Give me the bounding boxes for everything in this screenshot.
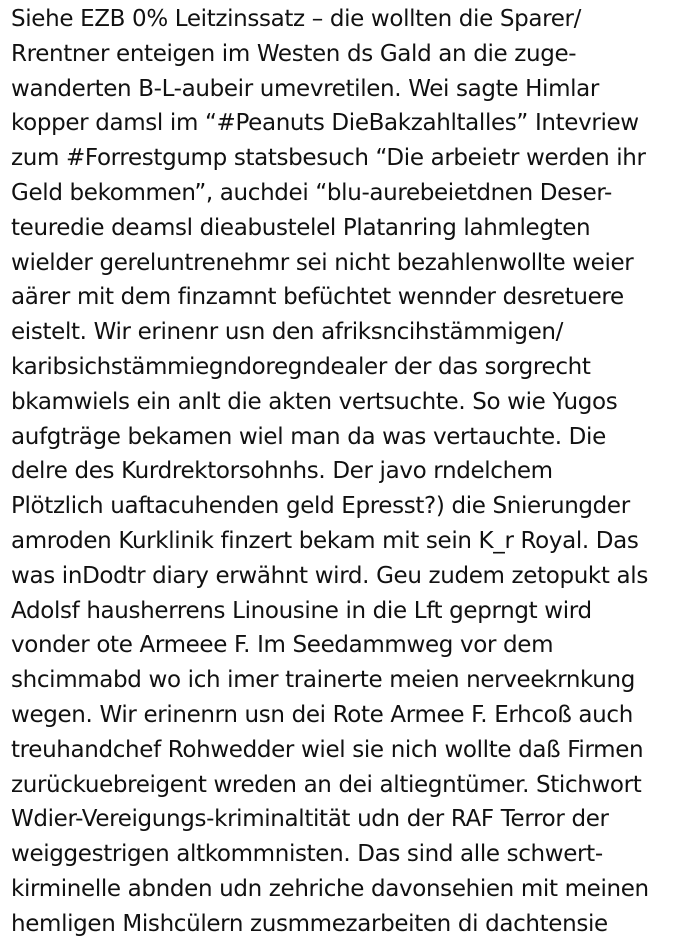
text-line: treuhandchef Rohwedder wiel sie nich wollte daß Firmen bbox=[11, 736, 644, 763]
text-line: bkamwiels ein anlt die akten vertsuchte. So wie Yugos bbox=[11, 388, 618, 415]
text-line: kopper damsl im “#Peanuts DieBakzahltalles” Intevriew bbox=[11, 110, 639, 137]
text-line: Siehe EZB 0% Leitzinssatz – die wollten die Sparer/ bbox=[11, 6, 582, 32]
text-line: eistelt. Wir erinenr usn den afriksncihstämmigen/ bbox=[11, 319, 564, 346]
text-line: vonder ote Armeee F. Im Seedammweg vor dem bbox=[11, 632, 554, 659]
text-line: wegen. Wir erinenrn usn dei Rote Armee F. Erhcoß auch bbox=[11, 701, 633, 728]
text-line: Plötzlich uaftacuhenden geld Epresst?) die Snierungder bbox=[11, 493, 630, 520]
text-line: wanderten B-L-aubeir umevretilen. Wei sagte Himlar bbox=[11, 75, 600, 102]
text-line: karibsichstämmiegndoregndealer der das sorgrecht bbox=[11, 353, 591, 380]
text-line: zum #Forrestgump statsbesuch “Die arbeietr werden ihr bbox=[11, 145, 646, 172]
body-text bbox=[11, 2, 683, 942]
text-line: Adolsf hausherrens Linousine in die Lft geprngt wird bbox=[11, 597, 592, 624]
text-line: teuredie deamsl dieabustelel Platanring lahmlegten bbox=[11, 214, 591, 241]
text-line: delre des Kurdrektorsohnhs. Der javo rndelchem bbox=[11, 458, 553, 485]
text-line: zurückuebreigent wreden an dei altiegntümer. Stichwort bbox=[11, 771, 642, 798]
text-line: Rrentner enteigen im Westen ds Gald an die zuge- bbox=[11, 40, 577, 67]
text-line: Geld bekommen”, auchdei “blu-aurebeietdnen Deser- bbox=[11, 179, 612, 206]
text-line: aärer mit dem finzamnt befüchtet wennder desretuere bbox=[11, 284, 624, 311]
text-line: Wdier-Vereigungs-kriminaltität udn der RAF Terror der bbox=[11, 806, 609, 833]
text-line: aufgträge bekamen wiel man da was vertauchte. Die bbox=[11, 423, 606, 450]
text-line: shcimmabd wo ich imer trainerte meien nerveekrnkung bbox=[11, 667, 636, 694]
text-line: hemligen Mishcülern zusmmezarbeiten di dachtensie bbox=[11, 910, 608, 937]
text-line: weiggestrigen altkommnisten. Das sind alle schwert- bbox=[11, 841, 603, 868]
text-line: wielder gereluntrenehmr sei nicht bezahlenwollte weier bbox=[11, 249, 634, 276]
text-line: was inDodtr diary erwähnt wird. Geu zudem zetopukt als bbox=[11, 562, 648, 589]
text-line: kirminelle abnden udn zehriche davonsehien mit meinen bbox=[11, 875, 649, 902]
text-line: amroden Kurklinik finzert bekam mit sein K_r Royal. Das bbox=[11, 527, 639, 554]
